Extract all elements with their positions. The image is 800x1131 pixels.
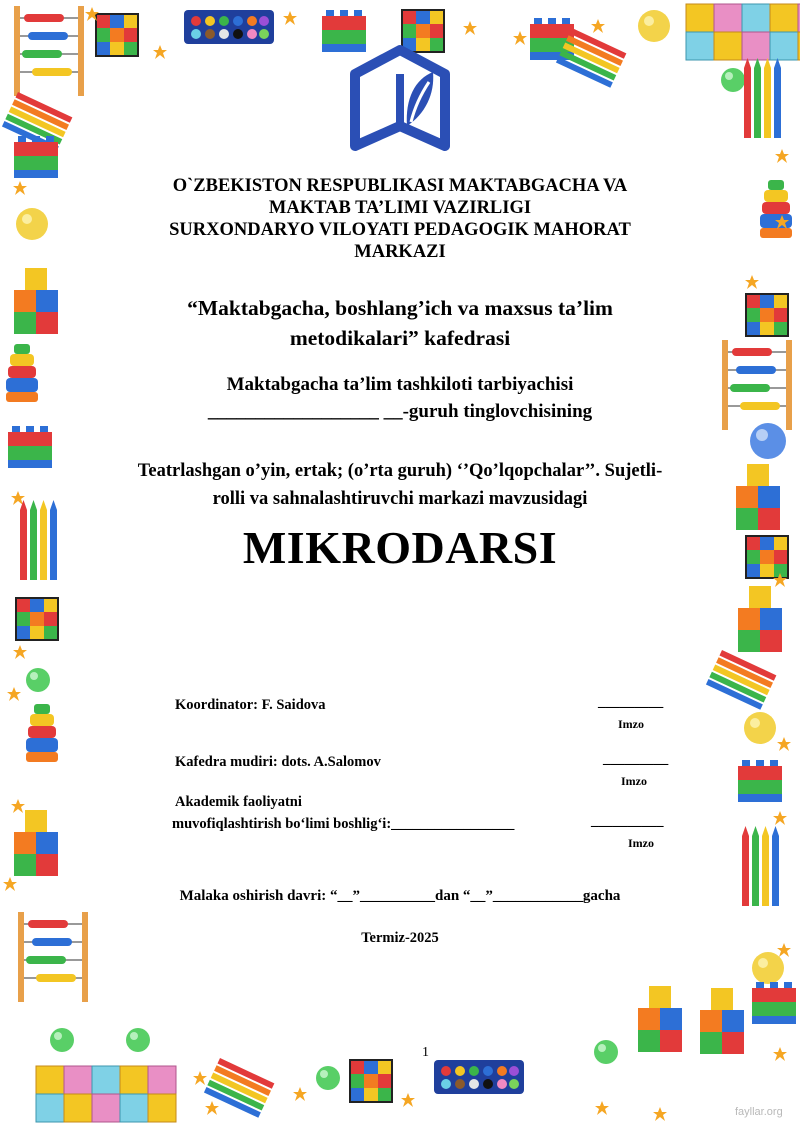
training-period: Malaka oshirish davri: “__”__________dan “__”____________gacha <box>179 888 621 904</box>
city-year: Termiz-2025 <box>361 930 439 946</box>
department-line: metodikalari” kafedrasi <box>289 326 511 350</box>
trainee-line: __________________ __-guruh tinglovchisining <box>207 401 593 422</box>
page-number: 1 <box>422 1045 429 1060</box>
academic-label-line1: Akademik faoliyatni <box>175 794 302 810</box>
head-signature-line: _________ <box>603 751 669 767</box>
department-line: “Maktabgacha, boshlang’ich va maxsus ta’lim <box>187 296 613 320</box>
head-imzo: Imzo <box>621 774 647 788</box>
coordinator-label: Koordinator: F. Saidova <box>175 697 326 713</box>
title-page <box>100 0 700 1131</box>
academic-label-line2: muvofiqlashtirish bo‘limi boshlig‘i:_________________ <box>172 816 515 832</box>
trainee-line: Maktabgacha ta’lim tashkiloti tarbiyachisi <box>226 374 574 395</box>
trainee-info <box>100 371 700 425</box>
document-title: MIKRODARSI <box>242 522 558 573</box>
academic-signature-line: __________ <box>591 813 664 829</box>
coordinator-signature-line: _________ <box>598 694 664 710</box>
coordinator-imzo: Imzo <box>618 717 644 731</box>
head-label: Kafedra mudiri: dots. A.Salomov <box>175 754 381 770</box>
book-logo-icon <box>345 44 455 156</box>
lesson-topic <box>100 457 700 513</box>
topic-line: Teatrlashgan o’yin, ertak; (o’rta guruh) ‘’Qo’lqopchalar’’. Sujetli- <box>137 461 663 481</box>
academic-imzo: Imzo <box>628 836 654 850</box>
ministry-line: MAKTAB TA’LIMI VAZIRLIGI <box>268 198 532 218</box>
site-watermark: fayllar.org <box>735 1106 783 1118</box>
ministry-line: MARKAZI <box>354 242 446 262</box>
ministry-line: SURXONDARYO VILOYATI PEDAGOGIK MAHORAT <box>169 220 631 240</box>
ministry-line: O`ZBEKISTON RESPUBLIKASI MAKTABGACHA VA <box>172 176 628 196</box>
topic-line: rolli va sahnalashtiruvchi markazi mavzusidagi <box>212 489 588 509</box>
ministry-header <box>100 175 700 263</box>
department-name <box>100 293 700 353</box>
